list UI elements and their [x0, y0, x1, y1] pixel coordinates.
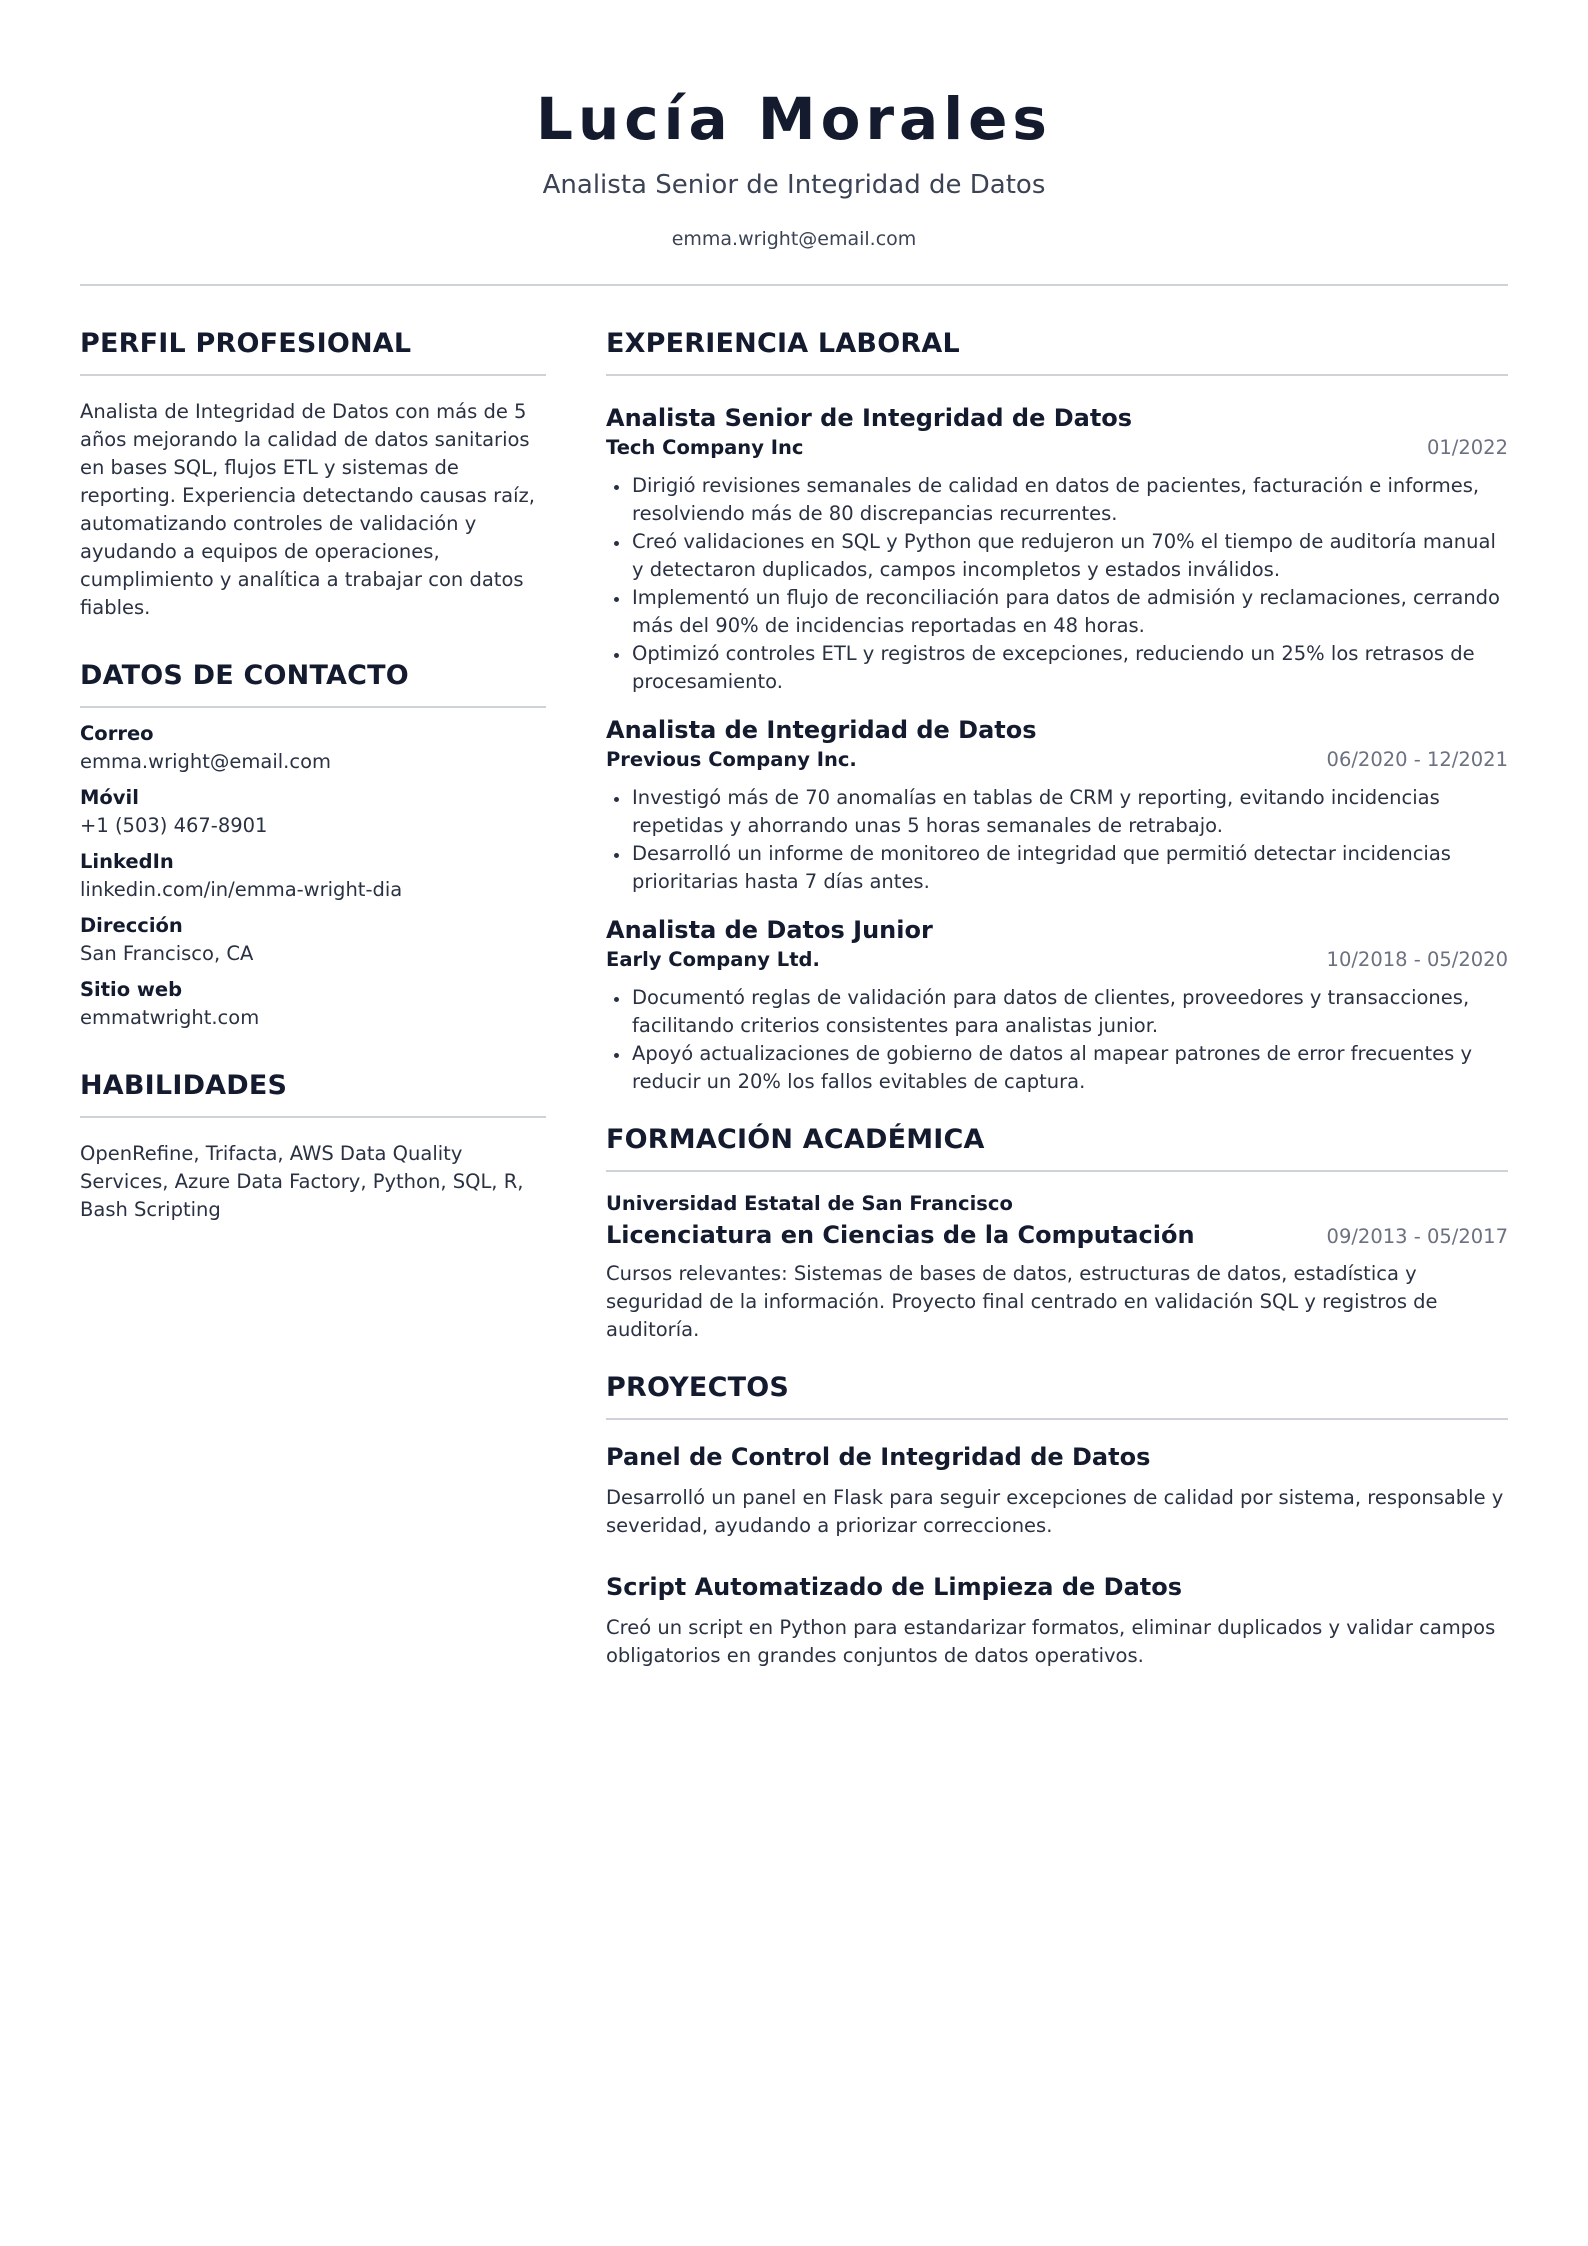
left-column	[80, 324, 546, 1258]
candidate-name: Lucía Morales	[536, 85, 1052, 153]
project-description: Creó un script en Python para estandarizar formatos, eliminar duplicados y validar campos obligatorios en grandes conjuntos de datos operativos.	[606, 1616, 1496, 1667]
contact-label: Móvil	[80, 786, 139, 809]
job-bullets	[606, 472, 1508, 696]
project-entry	[606, 1570, 1508, 1670]
job-company: Previous Company Inc.	[606, 748, 857, 771]
job-entry	[606, 914, 1508, 1096]
job-bullets	[606, 784, 1508, 896]
education-heading: FORMACIÓN ACADÉMICA	[606, 1120, 1508, 1172]
contact-email	[80, 720, 546, 776]
degree-name: Licenciatura en Ciencias de la Computación	[606, 1221, 1195, 1249]
contact-value: emma.wright@email.com	[80, 750, 332, 773]
project-description: Desarrolló un panel en Flask para seguir excepciones de calidad por sistema, responsable y severidad, ayudando a priorizar correcciones.	[606, 1486, 1504, 1537]
contact-label: LinkedIn	[80, 850, 174, 873]
contact-website	[80, 976, 546, 1032]
profile-text: Analista de Integridad de Datos con más de 5 años mejorando la calidad de datos sanitarios en bases SQL, flujos ETL y sistemas de reporting. Experiencia detectando causas raíz, automatizando controles de validación y ayudando a equipos de operaciones, cumplimiento y analítica a trabajar con datos fiables.	[80, 400, 535, 619]
job-dates: 01/2022	[1426, 436, 1508, 459]
job-bullet: Apoyó actualizaciones de gobierno de datos al mapear patrones de error frecuentes y reducir un 20% los fallos evitables de captura.	[632, 1040, 1508, 1096]
job-bullet: Desarrolló un informe de monitoreo de integridad que permitió detectar incidencias prioritarias hasta 7 días antes.	[632, 840, 1508, 896]
education-entry	[606, 1190, 1508, 1344]
job-bullets	[606, 984, 1508, 1096]
job-meta	[606, 434, 1508, 462]
projects-heading: PROYECTOS	[606, 1368, 1508, 1420]
contact-label: Sitio web	[80, 978, 183, 1001]
contact-label: Correo	[80, 722, 154, 745]
profile-section	[80, 324, 546, 622]
contact-value: emmatwright.com	[80, 1006, 260, 1029]
job-entry	[606, 714, 1508, 896]
experience-section	[606, 324, 1508, 1096]
degree-row	[606, 1218, 1508, 1252]
job-bullet: Creó validaciones en SQL y Python que redujeron un 70% el tiempo de auditoría manual y detectaron duplicados, campos incompletos y estados inválidos.	[632, 528, 1508, 584]
header-email: emma.wright@email.com	[671, 228, 917, 250]
school-name: Universidad Estatal de San Francisco	[606, 1192, 1013, 1215]
project-title: Script Automatizado de Limpieza de Datos	[606, 1573, 1183, 1601]
education-section	[606, 1120, 1508, 1344]
skills-heading: HABILIDADES	[80, 1066, 546, 1118]
contact-section	[80, 656, 546, 1032]
job-company: Early Company Ltd.	[606, 948, 820, 971]
job-company: Tech Company Inc	[606, 436, 804, 459]
contact-list	[80, 720, 546, 1032]
right-column	[606, 324, 1508, 1694]
experience-heading: EXPERIENCIA LABORAL	[606, 324, 1508, 376]
projects-section	[606, 1368, 1508, 1670]
skills-text: OpenRefine, Trifacta, AWS Data Quality Services, Azure Data Factory, Python, SQL, R, Bash Scripting	[80, 1142, 524, 1221]
skills-section	[80, 1066, 546, 1224]
contact-linkedin	[80, 848, 546, 904]
job-bullet: Documentó reglas de validación para datos de clientes, proveedores y transacciones, facilitando criterios consistentes para analistas junior.	[632, 984, 1508, 1040]
education-description: Cursos relevantes: Sistemas de bases de datos, estructuras de datos, estadística y seguridad de la información. Proyecto final centrado en validación SQL y registros de auditoría.	[606, 1262, 1438, 1341]
job-bullet: Optimizó controles ETL y registros de excepciones, reduciendo un 25% los retrasos de procesamiento.	[632, 640, 1508, 696]
contact-address	[80, 912, 546, 968]
job-meta	[606, 946, 1508, 974]
contact-phone	[80, 784, 546, 840]
job-entry	[606, 402, 1508, 696]
job-dates: 06/2020 - 12/2021	[1326, 748, 1508, 771]
job-title: Analista Senior de Integridad de Datos	[606, 404, 1133, 432]
resume-header	[80, 0, 1508, 286]
job-dates: 10/2018 - 05/2020	[1326, 948, 1508, 971]
contact-label: Dirección	[80, 914, 183, 937]
education-dates: 09/2013 - 05/2017	[1326, 1225, 1508, 1248]
job-title: Analista de Integridad de Datos	[606, 716, 1037, 744]
project-entry	[606, 1440, 1508, 1540]
contact-value: San Francisco, CA	[80, 942, 254, 965]
contact-value: linkedin.com/in/emma-wright-dia	[80, 878, 403, 901]
job-title: Analista de Datos Junior	[606, 916, 933, 944]
job-bullet: Dirigió revisiones semanales de calidad en datos de pacientes, facturación e informes, resolviendo más de 80 discrepancias recurrentes.	[632, 472, 1508, 528]
job-bullet: Implementó un flujo de reconciliación para datos de admisión y reclamaciones, cerrando más del 90% de incidencias reportadas en 48 horas.	[632, 584, 1508, 640]
job-bullet: Investigó más de 70 anomalías en tablas de CRM y reporting, evitando incidencias repetidas y ahorrando unas 5 horas semanales de retrabajo.	[632, 784, 1508, 840]
contact-heading: DATOS DE CONTACTO	[80, 656, 546, 708]
job-meta	[606, 746, 1508, 774]
project-title: Panel de Control de Integridad de Datos	[606, 1443, 1151, 1471]
contact-value: +1 (503) 467-8901	[80, 814, 268, 837]
profile-heading: PERFIL PROFESIONAL	[80, 324, 546, 376]
candidate-title: Analista Senior de Integridad de Datos	[542, 170, 1046, 200]
